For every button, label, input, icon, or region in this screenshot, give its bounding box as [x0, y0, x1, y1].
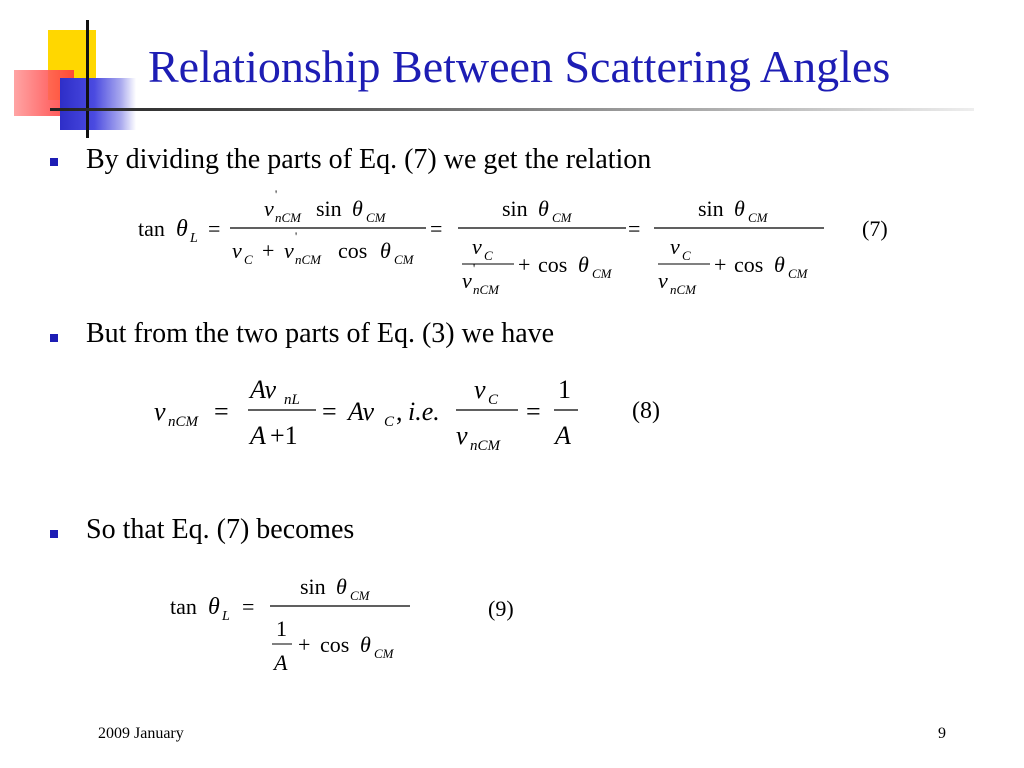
svg-text:C: C	[384, 414, 395, 430]
svg-text:v: v	[154, 397, 166, 426]
bullet-marker-3	[50, 530, 58, 538]
slide-title: Relationship Between Scattering Angles	[148, 41, 891, 92]
svg-text:v: v	[670, 234, 680, 259]
svg-text:Av: Av	[348, 397, 374, 426]
svg-text:θ: θ	[578, 252, 589, 277]
svg-text:L: L	[222, 609, 230, 624]
svg-text:+: +	[262, 238, 275, 263]
svg-text:v: v	[474, 375, 486, 404]
title-underline	[50, 108, 974, 111]
svg-text:cos: cos	[734, 252, 764, 277]
svg-text:nCM: nCM	[275, 210, 301, 225]
svg-text:=: =	[214, 397, 229, 426]
svg-text:tan: tan	[170, 594, 197, 619]
svg-text:=: =	[430, 216, 443, 241]
svg-text:,: ,	[396, 397, 403, 426]
svg-text:v: v	[232, 238, 242, 263]
svg-text:A: A	[274, 650, 288, 675]
svg-text:=: =	[208, 216, 221, 241]
equation-number-9: (9)	[488, 596, 514, 621]
svg-text:A: A	[555, 421, 571, 450]
svg-text:nCM: nCM	[295, 252, 321, 267]
svg-text:cos: cos	[338, 238, 368, 263]
equation-number-8: (8)	[632, 398, 660, 424]
svg-text:θ: θ	[208, 594, 220, 620]
svg-text:θ: θ	[380, 238, 391, 263]
svg-text:cos: cos	[538, 252, 568, 277]
svg-text:sin: sin	[698, 196, 724, 221]
svg-text:C: C	[484, 248, 493, 263]
svg-text:v: v	[264, 196, 274, 221]
svg-text:v: v	[472, 234, 482, 259]
svg-text:+: +	[518, 252, 531, 277]
svg-text:nCM: nCM	[670, 282, 696, 297]
svg-text:nCM: nCM	[470, 438, 500, 454]
footer-date: 2009 January	[98, 725, 184, 742]
bullet-text-3: So that Eq. (7) becomes	[86, 514, 355, 545]
svg-text:C: C	[682, 248, 691, 263]
svg-text:i.e.: i.e.	[408, 397, 440, 426]
svg-text:CM: CM	[592, 266, 612, 281]
svg-text:v: v	[658, 268, 668, 293]
svg-text:1: 1	[276, 616, 287, 641]
svg-text:C: C	[488, 392, 499, 408]
equation-number-7: (7)	[862, 216, 888, 241]
svg-text:': '	[473, 261, 476, 275]
svg-text:=: =	[242, 594, 255, 619]
decor-blue-square	[60, 78, 136, 130]
svg-text:=: =	[322, 397, 337, 426]
equation-9	[166, 570, 566, 686]
svg-text:+1: +1	[270, 421, 298, 450]
svg-text:v: v	[456, 421, 468, 450]
svg-text:CM: CM	[552, 210, 572, 225]
svg-text:1: 1	[558, 375, 571, 404]
decor-vertical-line	[86, 20, 89, 138]
equation-7	[130, 186, 930, 306]
svg-text:+: +	[298, 632, 311, 657]
svg-text:+: +	[714, 252, 727, 277]
svg-text:=: =	[628, 216, 641, 241]
svg-text:sin: sin	[316, 196, 342, 221]
equation-8	[150, 368, 710, 468]
svg-text:tan: tan	[138, 216, 165, 241]
svg-text:': '	[295, 229, 298, 243]
svg-text:C: C	[244, 252, 253, 267]
svg-text:θ: θ	[336, 574, 347, 599]
svg-text:nCM: nCM	[473, 282, 499, 297]
svg-text:θ: θ	[352, 196, 363, 221]
svg-text:v: v	[462, 268, 472, 293]
page-number: 9	[938, 725, 946, 742]
svg-text:θ: θ	[774, 252, 785, 277]
svg-text:θ: θ	[734, 196, 745, 221]
svg-text:θ: θ	[360, 632, 371, 657]
bullet-text-1: By dividing the parts of Eq. (7) we get the relation	[86, 144, 652, 175]
svg-text:': '	[275, 187, 278, 201]
svg-text:CM: CM	[788, 266, 808, 281]
svg-text:A: A	[250, 421, 266, 450]
bullet-text-2: But from the two parts of Eq. (3) we have	[86, 318, 555, 349]
svg-text:nCM: nCM	[168, 414, 198, 430]
svg-text:Av: Av	[250, 375, 276, 404]
svg-text:sin: sin	[502, 196, 528, 221]
svg-text:CM: CM	[374, 646, 394, 661]
bullet-marker-1	[50, 158, 58, 166]
svg-text:sin: sin	[300, 574, 326, 599]
svg-text:CM: CM	[366, 210, 386, 225]
svg-text:nL: nL	[284, 392, 300, 408]
svg-text:CM: CM	[394, 252, 414, 267]
svg-text:v: v	[284, 238, 294, 263]
svg-text:=: =	[526, 397, 541, 426]
svg-text:θ: θ	[538, 196, 549, 221]
svg-text:θ: θ	[176, 216, 188, 242]
svg-text:cos: cos	[320, 632, 350, 657]
bullet-marker-2	[50, 334, 58, 342]
svg-text:L: L	[190, 231, 198, 246]
svg-text:CM: CM	[748, 210, 768, 225]
svg-text:CM: CM	[350, 588, 370, 603]
